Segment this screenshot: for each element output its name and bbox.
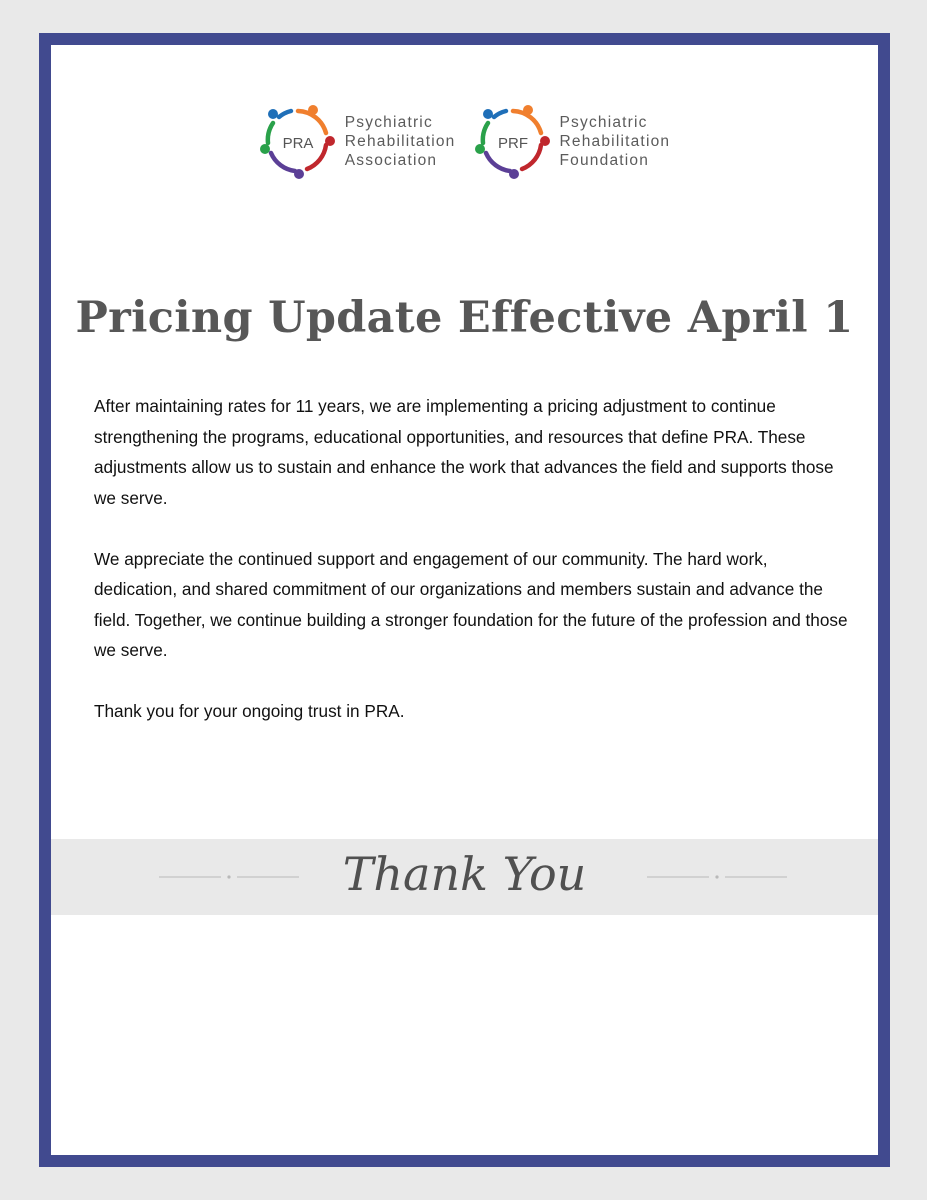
svg-text:PRF: PRF [497, 135, 528, 152]
svg-text:PRA: PRA [282, 135, 314, 152]
logo-line: Psychiatric [559, 113, 648, 131]
paragraph: After maintaining rates for 11 years, we are implementing a pricing adjustment to continue strengthening the programs, educational opportunities, and resources that define PRA. These adjustments allow us to sustain and enhance the work that advances the field and supports those we serve. [94, 396, 834, 508]
pra-logo-mark-icon [259, 103, 337, 179]
logo-line: Psychiatric [344, 113, 433, 131]
logo-line: Association [344, 151, 438, 169]
divider-flourish-icon [647, 873, 787, 881]
logo-line: Rehabilitation [344, 132, 456, 150]
prf-logo-text [560, 113, 671, 170]
logo-line: Foundation [559, 151, 650, 169]
pra-logo [259, 103, 456, 179]
paragraph: Thank you for your ongoing trust in PRA. [94, 701, 405, 721]
pra-logo-text [345, 113, 456, 170]
prf-logo-mark-icon [474, 103, 552, 179]
logo-bar [51, 103, 878, 179]
paragraph: We appreciate the continued support and engagement of our community. The hard work, dedication, and shared commitment of our organizations and members sustain and advance the field. Together, we continue building a stronger foundation for the future of the profession and those we serve. [94, 548, 848, 660]
thank-you-band [51, 839, 878, 915]
page-title: Pricing Update Effective April 1 [75, 293, 854, 343]
newsletter-frame [39, 33, 890, 1167]
logo-line: Rehabilitation [559, 132, 671, 150]
prf-logo [474, 103, 671, 179]
thank-you-heading: Thank You [342, 847, 587, 901]
body-text [94, 391, 854, 757]
